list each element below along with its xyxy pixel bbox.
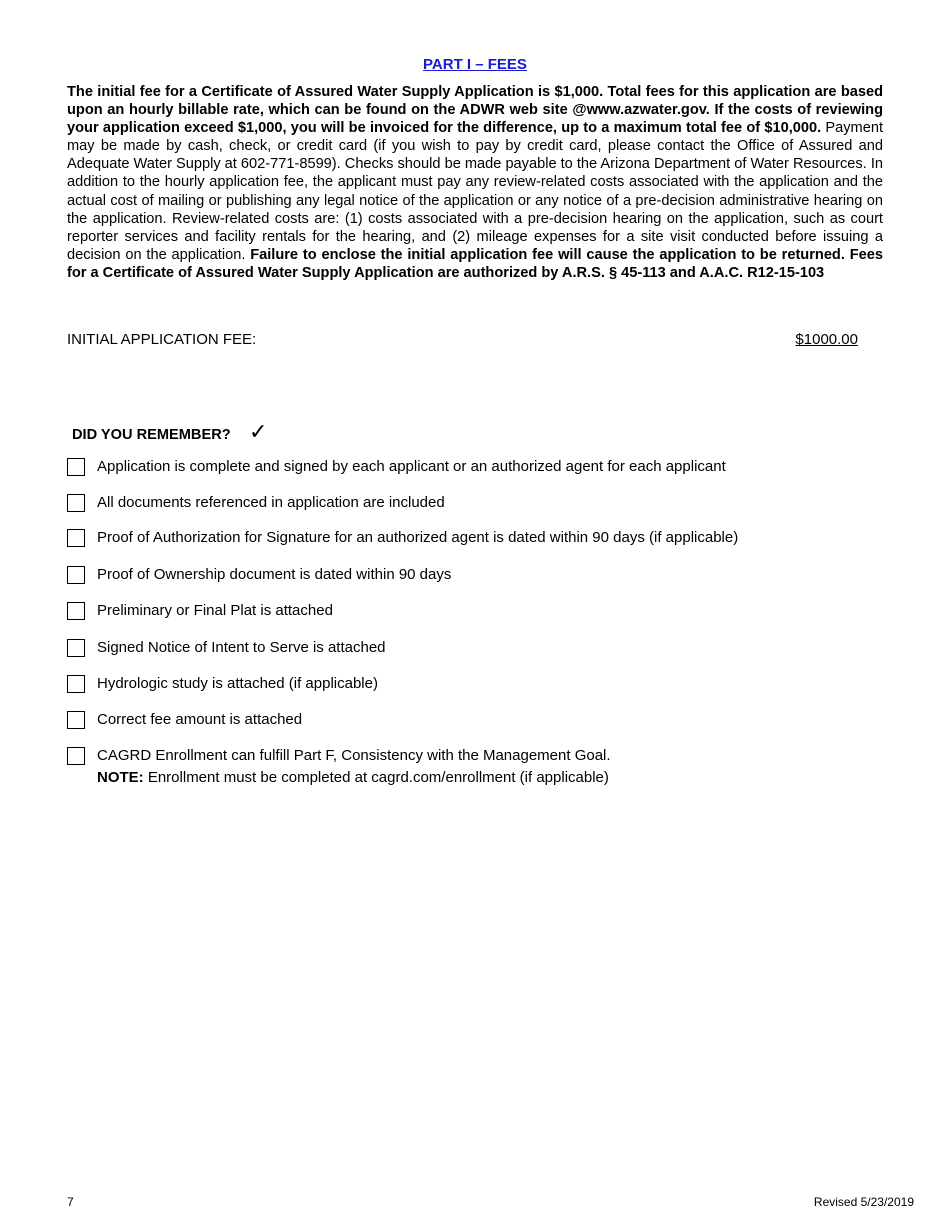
checklist-item-label: Preliminary or Final Plat is attached: [97, 602, 333, 619]
checklist-item-label: Application is complete and signed by each applicant or an authorized agent for each applicant: [97, 458, 726, 475]
fee-description-bold-lead: The initial fee for a Certificate of Assured Water Supply Application is $1,000. Total fees for this application are based upon an hourly billable rate, which can be found on the ADWR web site @www.azwater.gov. If the costs of reviewing your application exceed $1,000, you will be invoiced for the difference, up to a maximum total fee of $10,000.: [67, 84, 883, 137]
revision-date: Revised 5/23/2019: [813, 1195, 914, 1209]
initial-fee-amount: $1000.00: [795, 331, 858, 348]
checklist-item-note: [97, 769, 609, 787]
checklist-item-label: Signed Notice of Intent to Serve is attached: [97, 639, 386, 656]
checklist-item-label: Proof of Authorization for Signature for an authorized agent is dated within 90 days (if applicable): [97, 529, 739, 546]
checklist-item-label: Hydrologic study is attached (if applicable): [97, 675, 378, 692]
checklist-item-label: CAGRD Enrollment can fulfill Part F, Consistency with the Management Goal.: [97, 747, 611, 764]
checkbox[interactable]: [67, 529, 85, 547]
checkbox[interactable]: [67, 747, 85, 765]
checkbox[interactable]: [67, 639, 85, 657]
checkmark-icon: ✓: [249, 420, 268, 445]
checklist-title: DID YOU REMEMBER?: [72, 427, 231, 443]
checkbox[interactable]: [67, 711, 85, 729]
initial-fee-label: INITIAL APPLICATION FEE:: [67, 331, 257, 348]
checkbox[interactable]: [67, 675, 85, 693]
fee-description-bold-warning: Failure to enclose the initial application fee will cause the application to be returned. Fees for a Certificate of Assured Water Supply Application are authorized by A.R.S. § 45-113 and A.A.C. R12-15-103: [67, 246, 883, 281]
checkbox[interactable]: [67, 494, 85, 512]
page-title: PART I – FEES: [423, 56, 527, 73]
note-label: NOTE:: [97, 769, 144, 786]
checklist-item-label: All documents referenced in application are included: [97, 494, 445, 511]
checklist-item-label: Correct fee amount is attached: [97, 711, 303, 728]
fee-description-body: Payment may be made by cash, check, or credit card (if you wish to pay by credit card, please contact the Office of Assured and Adequate Water Supply at 602-771-8599). Checks should be made payable to the Arizona Department of Water Resources. In addition to the hourly application fee, the applicant must pay any review-related costs associated with the application and the actual cost of mailing or publishing any legal notice of the application or any notice of a pre-decision administrative hearing on the application. Review-related costs are: (1) costs associated with a pre-decision hearing on the application, such as court reporter services and facility rentals for the hearing, and (2) mileage expenses for a site visit conducted before issuing a decision on the application.: [67, 120, 883, 263]
checkbox[interactable]: [67, 458, 85, 476]
checklist-item-label: Proof of Ownership document is dated within 90 days: [97, 566, 452, 583]
checkbox[interactable]: [67, 602, 85, 620]
checkbox[interactable]: [67, 566, 85, 584]
note-text: Enrollment must be completed at cagrd.com/enrollment (if applicable): [143, 769, 609, 786]
fee-description: [67, 83, 883, 282]
page-number: 7: [67, 1195, 74, 1209]
